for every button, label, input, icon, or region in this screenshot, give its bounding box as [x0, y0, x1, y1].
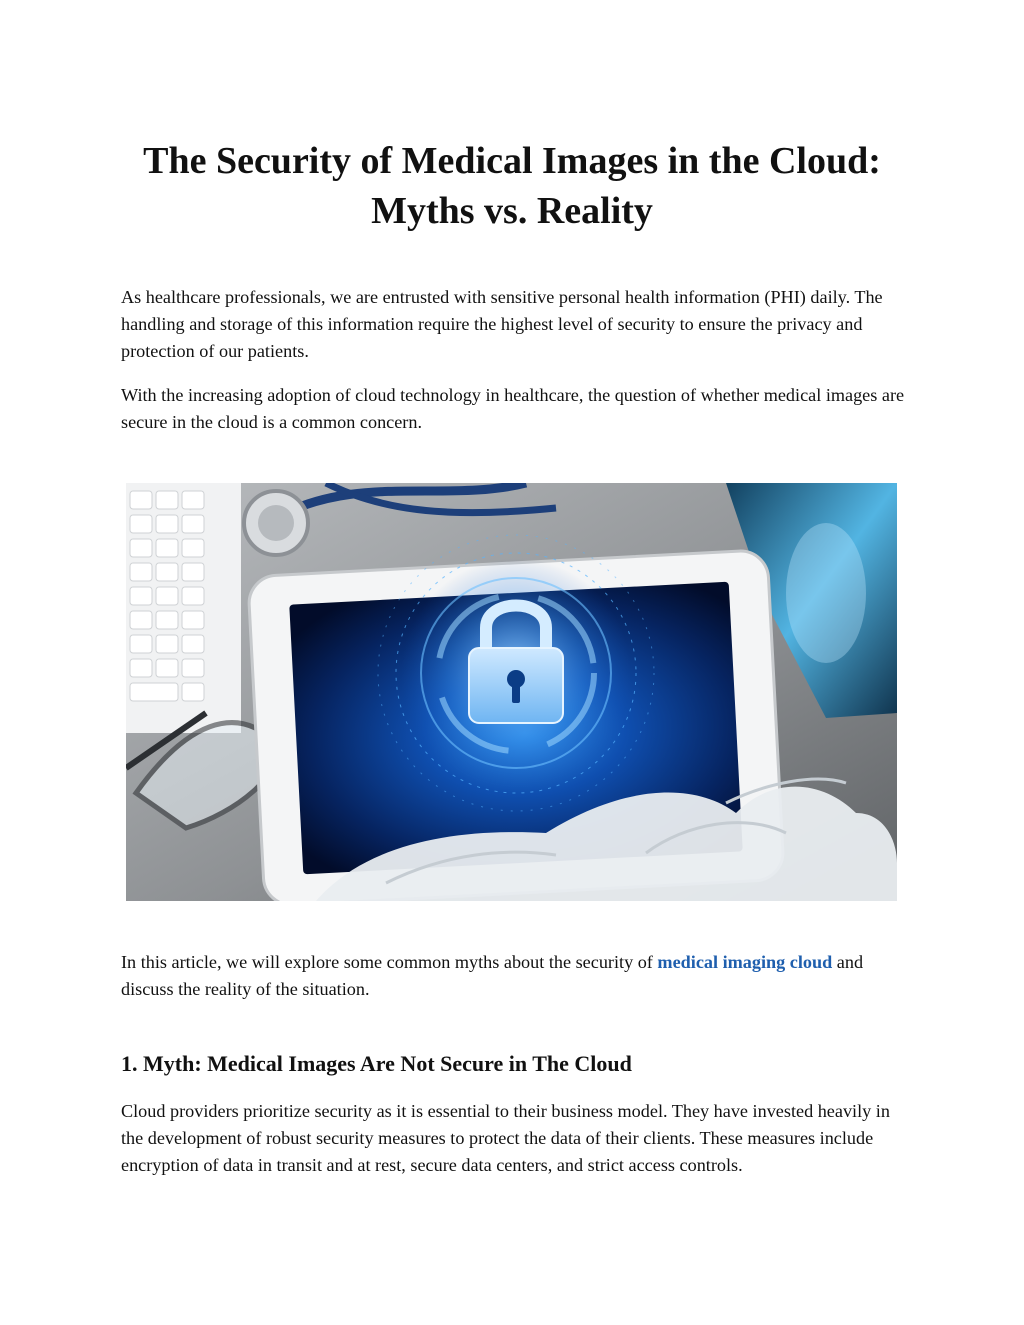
section-1-paragraph: Cloud providers prioritize security as it is essential to their business model. They have invested heavily in the development of robust security measures to protect the data of their clients. These measures include encryption of data in transit and at rest, secure data centers, and strict access controls.: [121, 1101, 890, 1175]
section-1-heading: 1. Myth: Medical Images Are Not Secure in The Cloud: [121, 1051, 632, 1076]
explore-text-before: In this article, we will explore some common myths about the security of: [121, 952, 658, 972]
intro-paragraph-2: With the increasing adoption of cloud technology in healthcare, the question of whether medical images are secure in the cloud is a common concern.: [121, 385, 905, 432]
medical-imaging-cloud-link[interactable]: medical imaging cloud: [657, 952, 833, 972]
hero-image-tablet-lock: [126, 483, 897, 901]
explore-text-after: and discuss the reality of the situation.: [121, 952, 864, 999]
title-line-1: The Security of Medical Images in the Cloud:: [143, 140, 881, 182]
page-title: [100, 136, 924, 236]
title-line-2: Myths vs. Reality: [371, 190, 653, 232]
intro-paragraph-1: As healthcare professionals, we are entrusted with sensitive personal health information (PHI) daily. The handling and storage of this information require the highest level of security to ensure the privacy and protection of our patients.: [121, 287, 883, 361]
explore-paragraph: [121, 949, 911, 1003]
